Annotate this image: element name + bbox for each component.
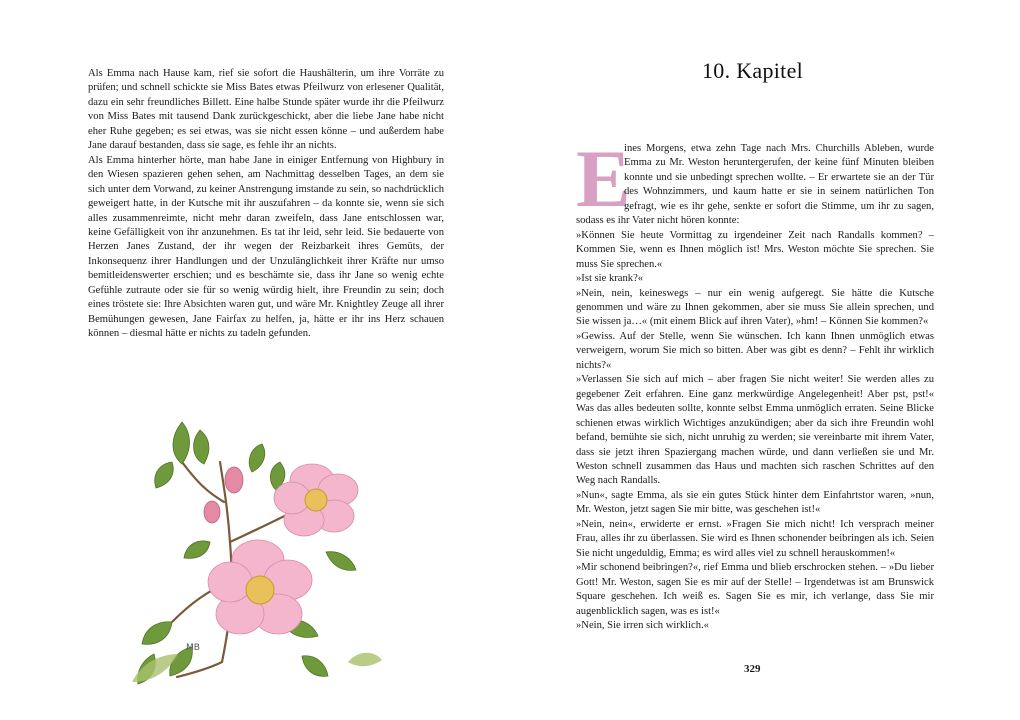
paragraph: »Verlassen Sie sich auf mich – aber fragen Sie nicht weiter! Sie werden alles zu gegebener Zeit erfahren. Eine ganz merkwürdige Angelegenheit! Aber pst, pst!« Was das alles bedeuten sollte, konnte selbst Emma unmöglich erraten. Seine Blicke schienen etwas wirklich Wichtiges anzukündigen; aber da sich ihre Freundin wohl befand, bemühte sie sich, nicht unruhig zu werden; sie vereinbarte mit ihrem Vater, dass sie jetzt ihren Spaziergang machen würde, und dann verließen sie und Mr. Weston schnell zusammen das Haus und machten sich raschen Schrittes auf den Weg nach Randalls. <box>576 374 934 487</box>
chapter-title: 10. Kapitel <box>702 58 804 83</box>
paragraph: »Gewiss. Auf der Stelle, wenn Sie wünschen. Ich kann Ihnen unmöglich etwas verweigern, worum Sie mich so bitten. Aber was gibt es denn? – Fehlt ihr wirklich nichts?« <box>576 330 934 371</box>
first-paragraph <box>576 133 934 229</box>
illustration-signature: MB <box>186 643 200 653</box>
paragraph: Als Emma nach Hause kam, rief sie sofort die Haushälterin, um ihre Vorräte zu prüfen; und schnell schickte sie Miss Bates etwas Pfeilwurz von erlesener Qualität, dazu ein sehr freundliches Billett. Eine halbe Stunde später wurde ihr die Pfeilwurz von Miss Bates mit tausend Dank zurückgeschickt, aber die liebe Jane habe nicht eher Ruhe gegeben; es sei etwas, was sie nicht essen könne – und außerdem habe Jane darauf bestanden, dass sie sage, es fehle ihr an nichts. <box>88 68 444 152</box>
right-page <box>510 0 1020 720</box>
left-page-text <box>88 67 444 342</box>
first-paragraph-text: ines Morgens, etwa zehn Tage nach Mrs. Churchills Ableben, wurde Emma zu Mr. Weston heruntergerufen, der keine fünf Minuten bleiben konnte und sie unbedingt sprechen wollte. – Er erwartete sie an der Tür des Wohnzimmers, und kaum hatte er sie in seinem natürlichen Ton gefragt, wie es ihr gehe, senkte er sofort die Stimme, um ihr zu sagen, sodass es ihr Vater nicht hören konnte: <box>576 143 934 227</box>
right-page-text <box>576 133 934 633</box>
paragraph: »Ist sie krank?« <box>576 273 644 285</box>
paragraph: »Können Sie heute Vormittag zu irgendeiner Zeit nach Randalls kommen? – Kommen Sie, wenn es Ihnen möglich ist! Mrs. Weston möchte Sie sprechen. Sie muss Sie sprechen.« <box>576 229 934 270</box>
paragraph: »Nun«, sagte Emma, als sie ein gutes Stück hinter dem Einfahrtstor waren, »nun, Mr. Weston, jetzt sagen Sie mir bitte, was geschehen ist!« <box>576 489 934 516</box>
paragraph: »Nein, nein, keineswegs – nur ein wenig aufgeregt. Sie hätte die Kutsche genommen und wäre zu Ihnen gekommen, aber sie muss Sie allein sprechen, und Sie wissen ja…« (mit einem Blick auf ihren Vater), »hm! – Können Sie kommen?« <box>576 287 934 328</box>
drop-cap: E <box>576 133 631 224</box>
page-number: 329 <box>744 663 761 675</box>
paragraph: »Nein, Sie irren sich wirklich.« <box>576 619 709 631</box>
wild-rose-illustration <box>112 392 392 692</box>
paragraph: »Nein, nein«, erwiderte er ernst. »Fragen Sie mich nicht! Ich versprach meiner Frau, alles ihr zu überlassen. Sie wird es Ihnen schonender beibringen als ich. Seien Sie nicht ungeduldig, Emma; es wird alles viel zu schnell herauskommen!« <box>576 518 934 559</box>
paragraph: »Mir schonend beibringen?«, rief Emma und blieb erschrocken stehen. – »Du lieber Gott! Mr. Weston, sagen Sie es mir auf der Stelle! – Irgendetwas ist am Brunswick Square geschehen. Ich weiß es. Sagen Sie es mir, ich verlange, dass Sie mir augenblicklich sagen, was es ist!« <box>576 562 934 617</box>
paragraph: Als Emma hinterher hörte, man habe Jane in einiger Entfernung von Highbury in den Wiesen spazieren gehen sehen, am Nachmittag desselben Tages, an dem sie sich unter dem Vorwand, zu keiner Anstrengung imstande zu sein, so nachdrücklich geweigert hatte, in der Kutsche mit ihr auszufahren – da konnte sie, wenn sie sich alles zusammenreimte, nicht mehr daran zweifeln, dass Jane entschlossen war, keine Gefälligkeit von ihr anzunehmen. Es tat ihr leid, sehr leid. Sie bedauerte von Herzen Janes Zustand, der ihr wegen der Reizbarkeit ihres Gemüts, der Inkonsequenz ihrer Handlungen und der Unzulänglichkeit ihrer Kräfte nur umso bemitleidenswerter erschien; und es beschämte sie, dass ihr Jane so wenig echte Gefühle zutraute oder sie für so wenig würdig hielt, ihre Freundin zu sein; doch eines tröstete sie: Ihre Absichten waren gut, und wäre Mr. Knightley Zeuge all ihrer Bemühungen gewesen, Jane Fairfax zu helfen, ja, hätte er ihr ins Herz schauen können – diesmal hätte er nichts zu tadeln gefunden. <box>88 154 444 340</box>
